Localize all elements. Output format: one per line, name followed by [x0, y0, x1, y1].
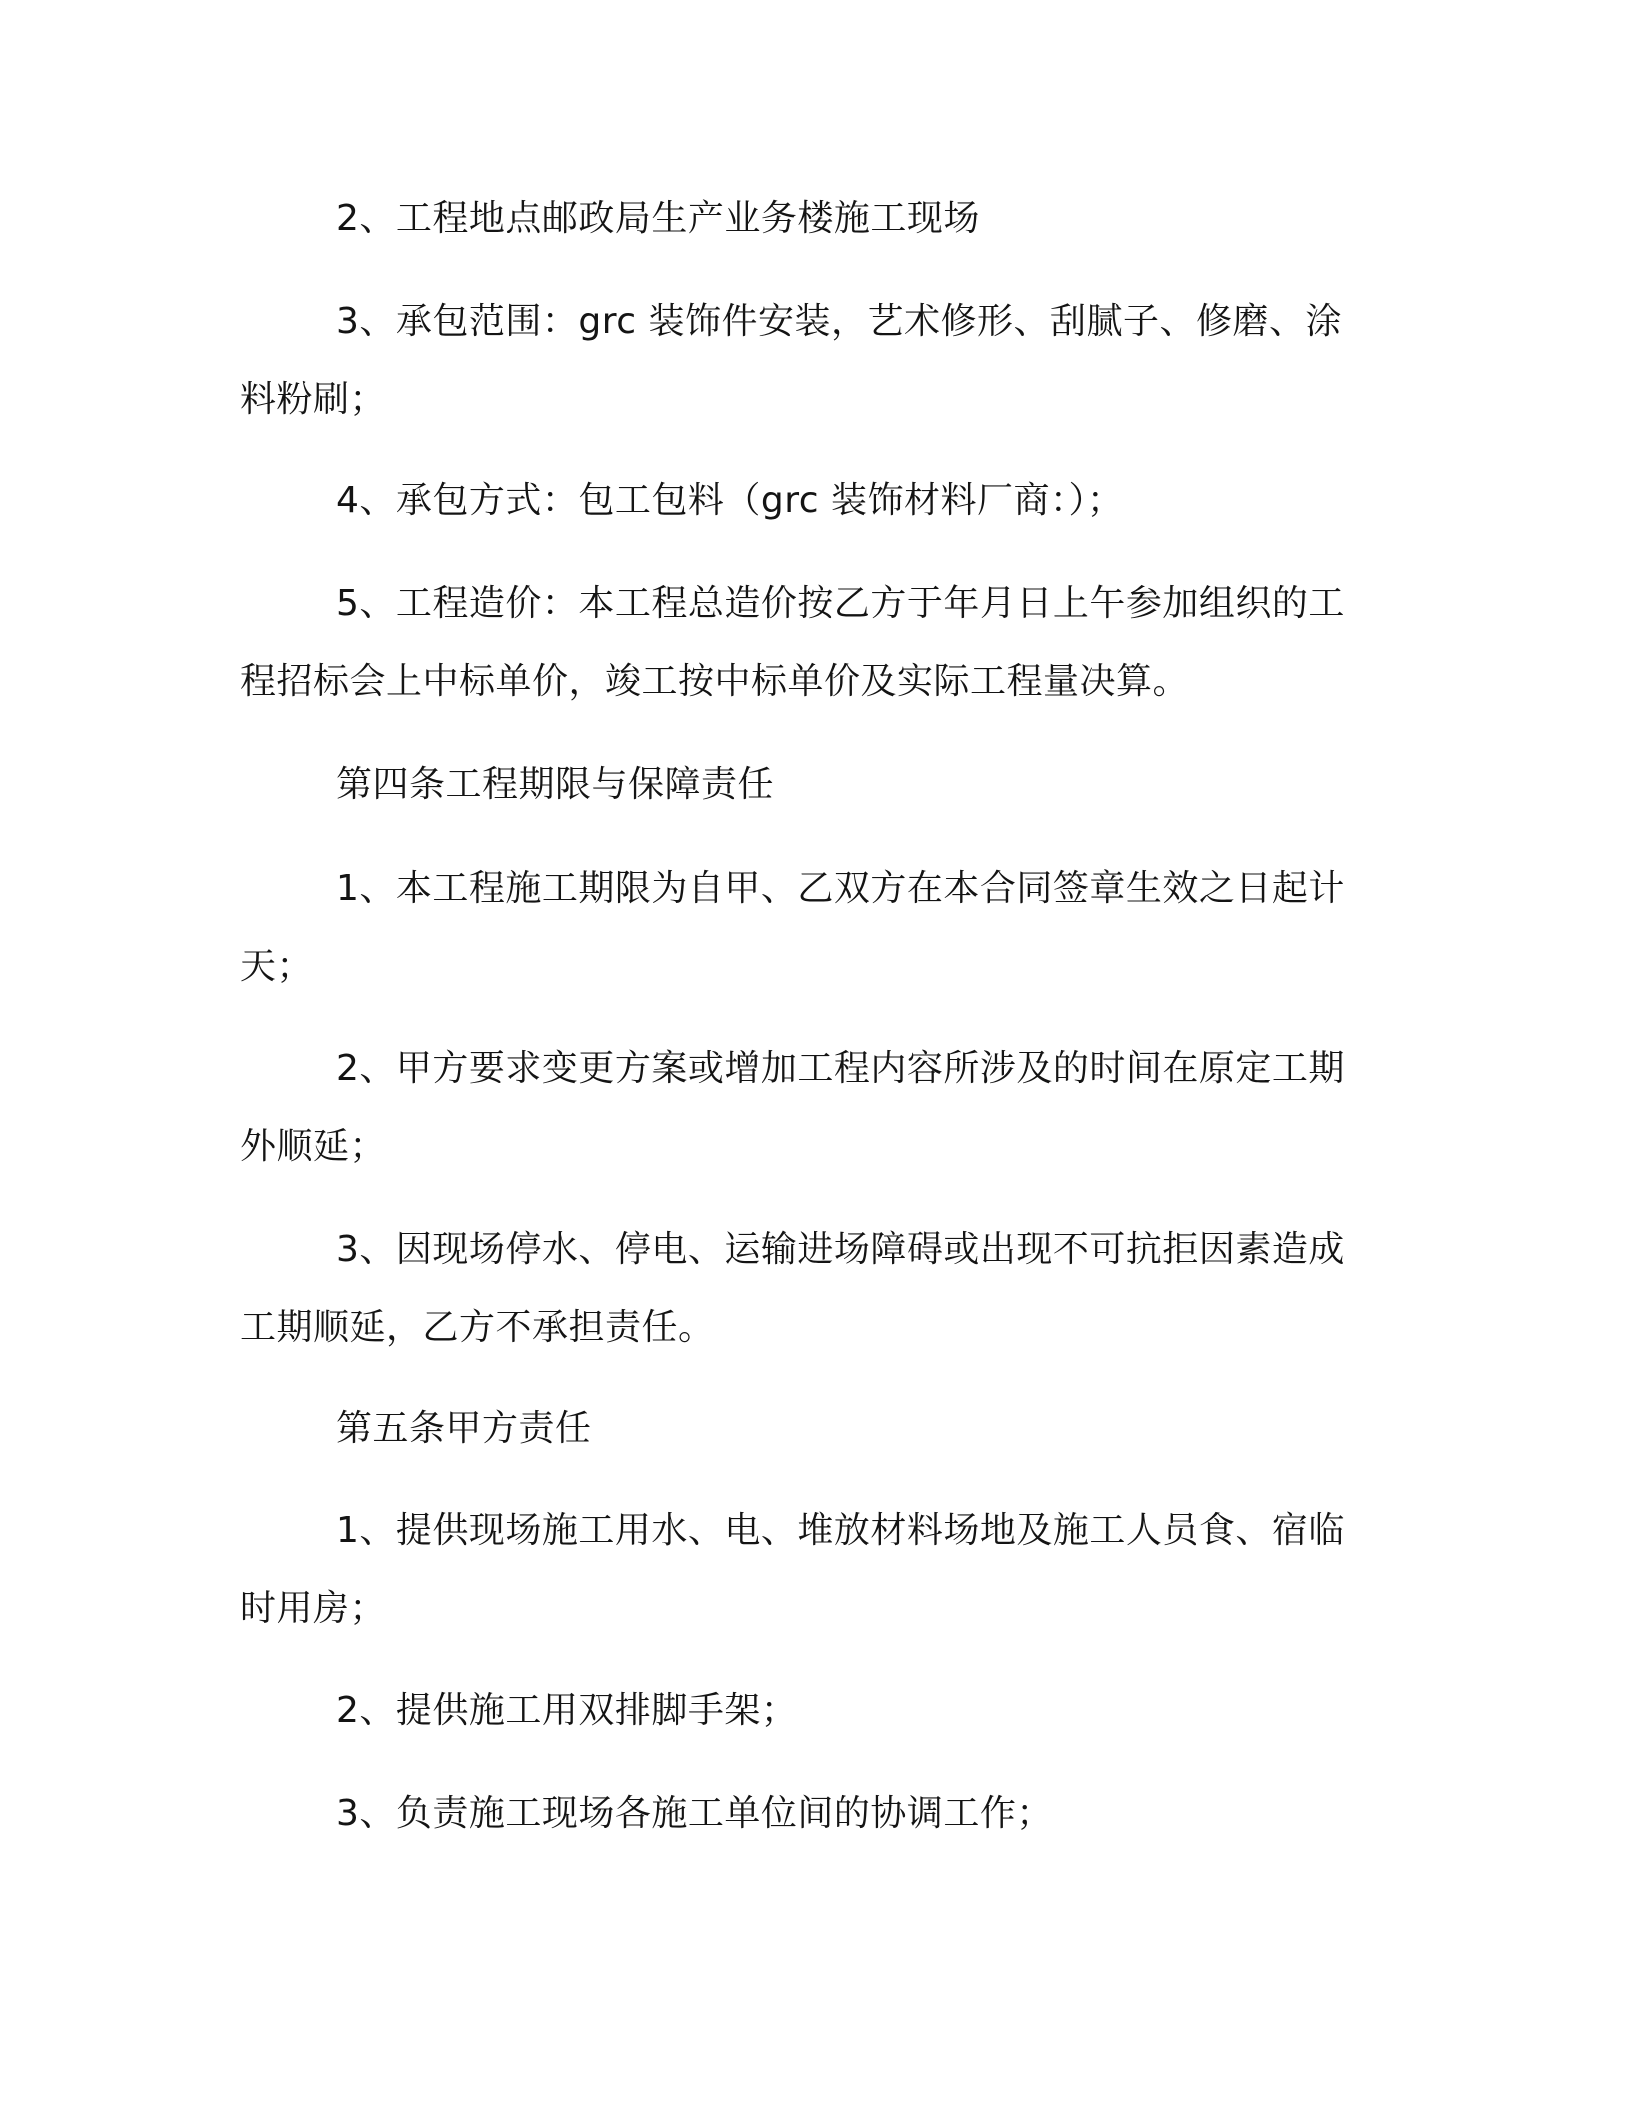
paragraph-item-2-extension: 2、甲方要求变更方案或增加工程内容所涉及的时间在原定工期外顺延； [240, 1048, 1345, 1167]
paragraph-item-5-cost: 5、工程造价：本工程总造价按乙方于年月日上午参加组织的工程招标会上中标单价，竣工按中标单价及实际工程量决算。 [240, 583, 1345, 702]
paragraph-item-3-scope: 3、承包范围：grc 装饰件安装，艺术修形、刮腻子、修磨、涂料粉刷； [240, 301, 1343, 420]
paragraph-item-2-scaffolding: 2、提供施工用双排脚手架； [336, 1690, 798, 1731]
paragraph-item-3-force-majeure: 3、因现场停水、停电、运输进场障碍或出现不可抗拒因素造成工期顺延，乙方不承担责任。 [240, 1229, 1345, 1348]
paragraph-item-1-facilities: 1、提供现场施工用水、电、堆放材料场地及施工人员食、宿临时用房； [240, 1510, 1345, 1629]
section-heading-article-5: 第五条甲方责任 [336, 1408, 592, 1449]
section-heading-article-4: 第四条工程期限与保障责任 [336, 764, 775, 805]
paragraph-item-4-method: 4、承包方式：包工包料（grc 装饰材料厂商：）； [336, 480, 1124, 521]
paragraph-item-2-location: 2、工程地点邮政局生产业务楼施工现场 [336, 198, 980, 239]
paragraph-item-3-coordination: 3、负责施工现场各施工单位间的协调工作； [336, 1793, 1053, 1834]
paragraph-item-1-duration: 1、本工程施工期限为自甲、乙双方在本合同签章生效之日起计天； [240, 868, 1345, 987]
